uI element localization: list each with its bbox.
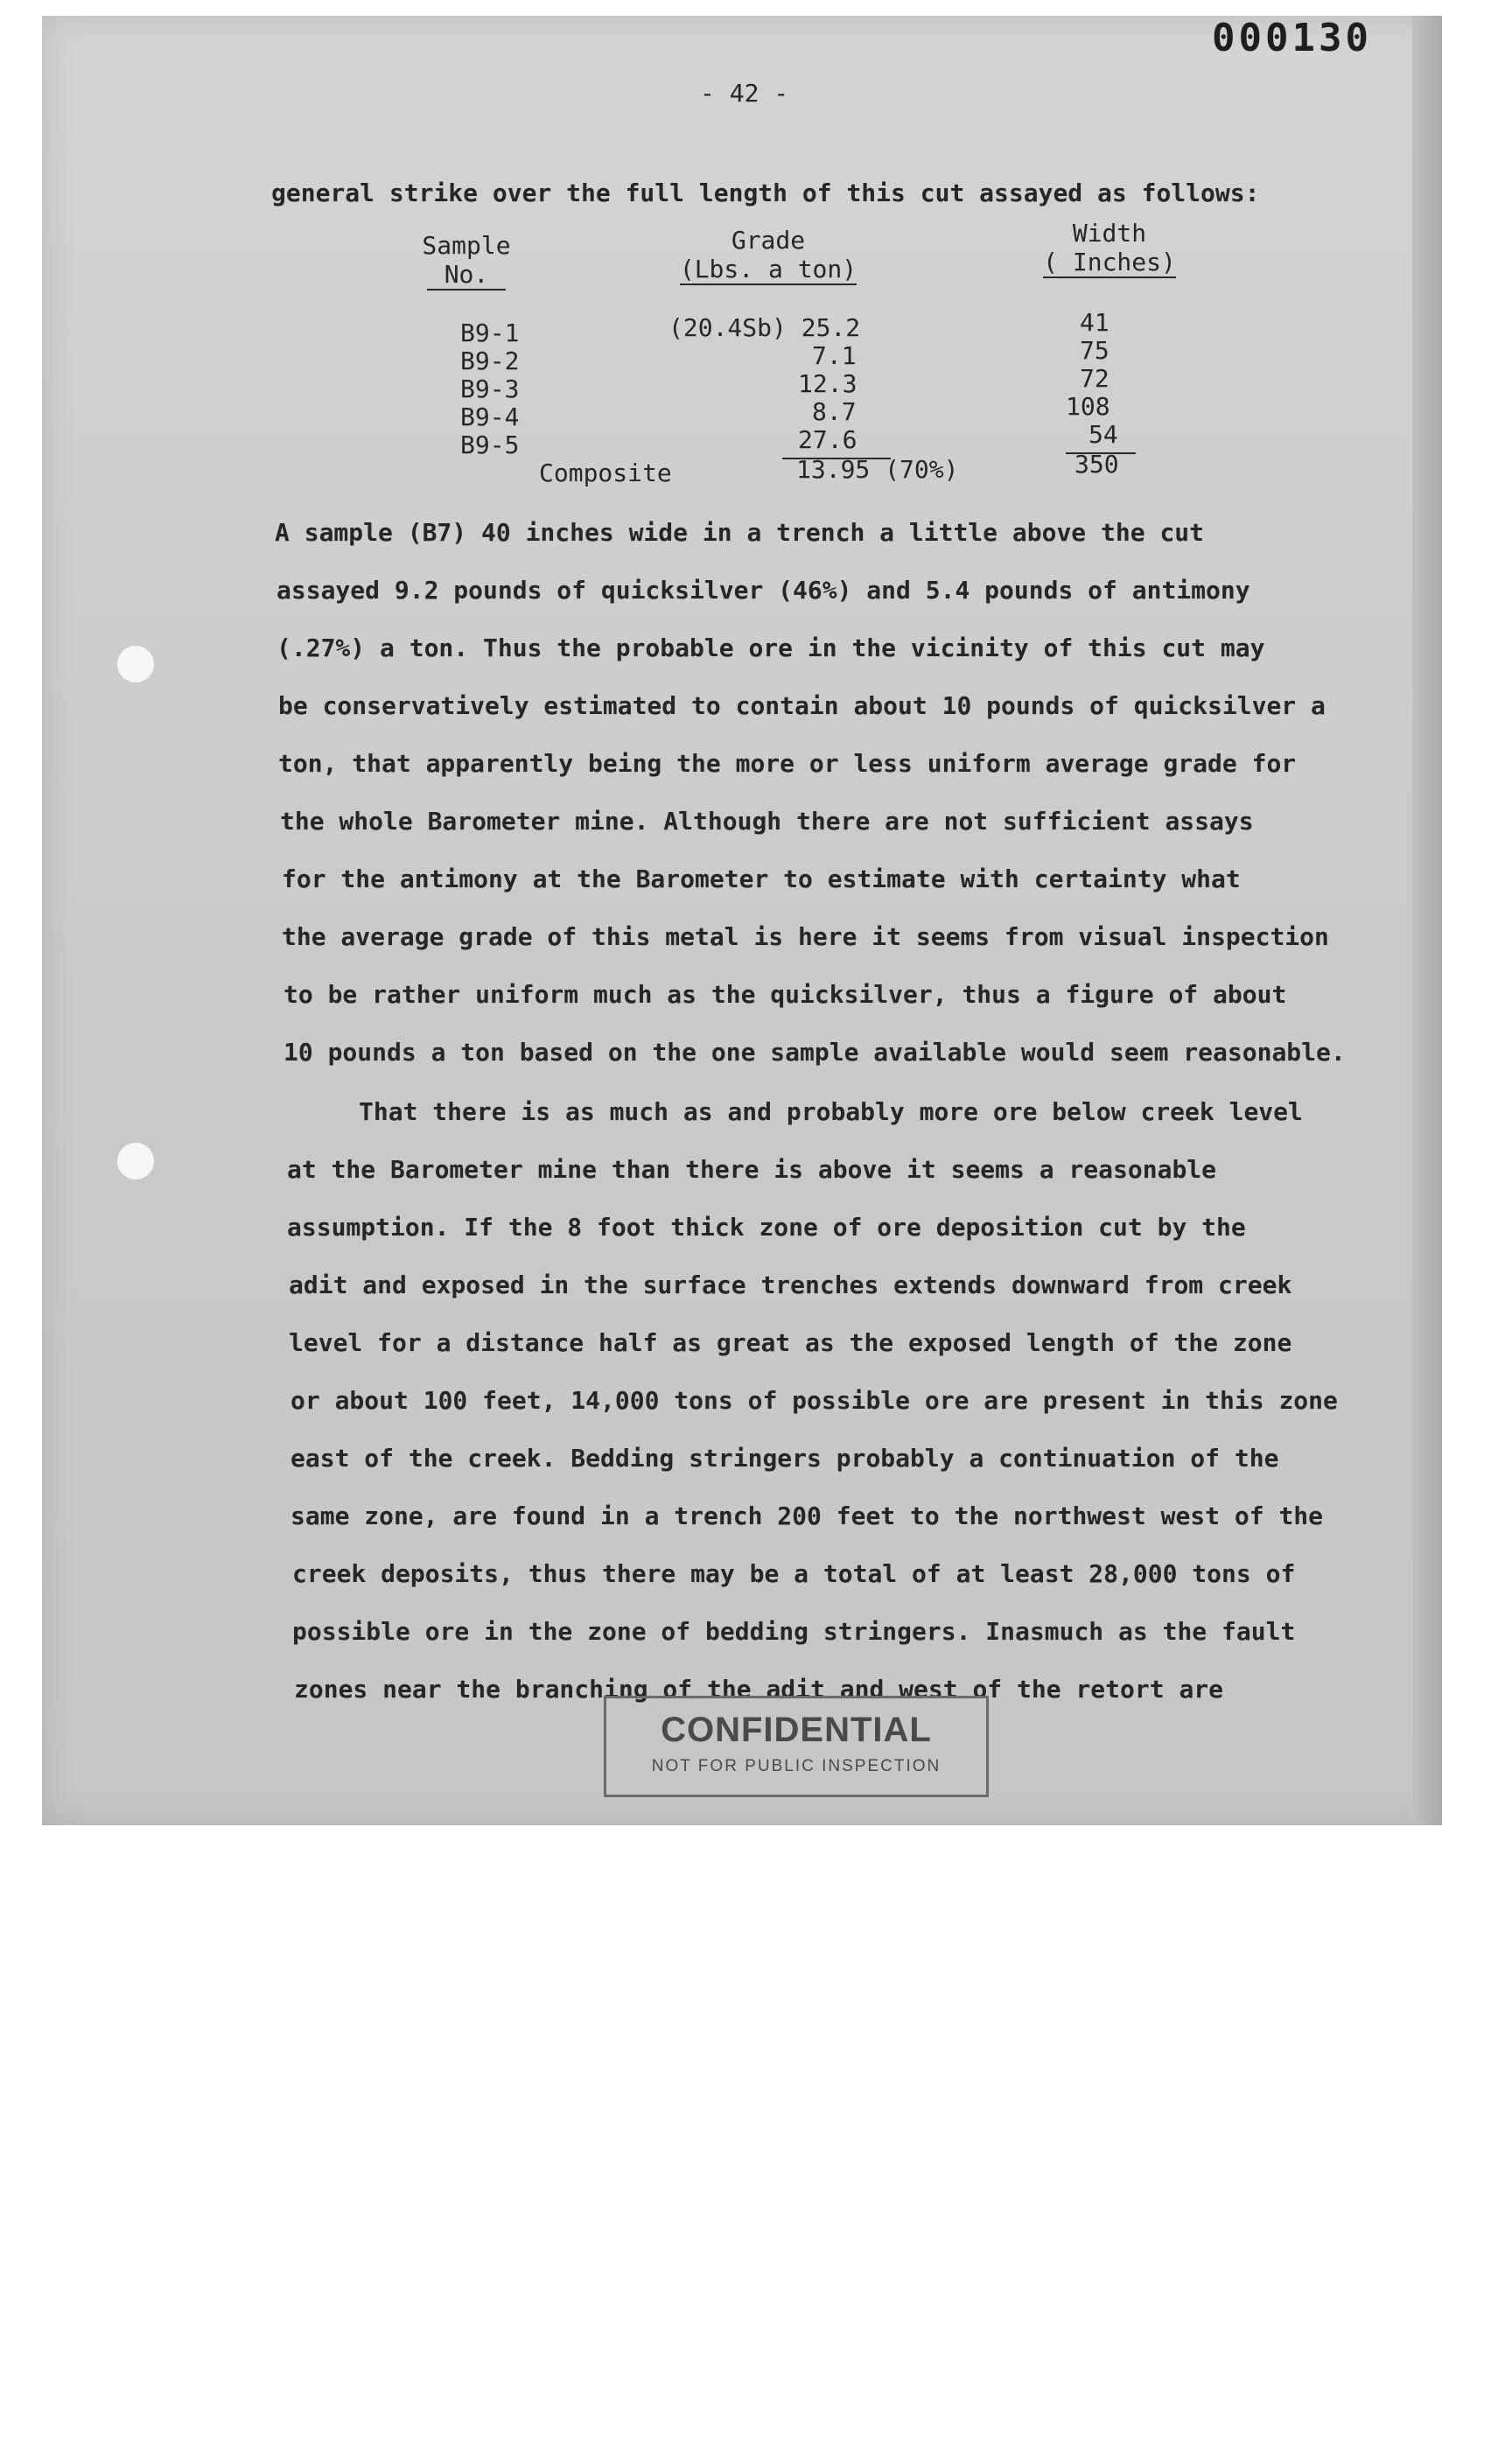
punch-hole-bottom bbox=[117, 1143, 154, 1180]
punch-hole-top bbox=[117, 646, 154, 682]
confidential-stamp: CONFIDENTIAL NOT FOR PUBLIC INSPECTION bbox=[604, 1696, 989, 1797]
document-number: 000130 bbox=[1212, 16, 1372, 60]
header-grade: Grade (Lbs. a ton) bbox=[679, 226, 858, 284]
page-edge-shadow bbox=[1412, 16, 1442, 1825]
document-page: 000130 - 42 - general strike over the full length of this cut assayed as follows: Sample No. Grade (Lbs. a ton) Width ( Inches) B9-1 (20.4Sb) 25.2 41 B9-2 7.1 75 B9-3 12.3 72 B9-4 8.7 108 B9-5 27.6 54 Composite 13.95 (70%) 350 A sample (B7) 40 inches wide in a trench a little above the cut assayed 9.2 pounds of quicksilver (46%) and 5.4 pounds of antimony (.27%) a ton. Thus the probable ore in the vicinity of this cut may be conservatively estimated to contain about 10 pounds of quicksilver a ton, that apparently being the more or less uniform average grade for the whole Barometer mine. Although there are not sufficient assays for the antimony at the Barometer to estimate with certainty what the average grade of this metal is here it seems from visual inspection to be rather uniform much as the quicksilver, thus a figure of about 10 pounds a ton based on the one sample available would seem reasonable. That there is as much as and probably more ore below creek level at the Barometer mine than there is above it seems a reasonable assumption. If the 8 foot thick zone of ore deposition cut by the adit and exposed in the surface trenches extends downward from creek level for a distance half as great as the exposed length of the zone or about 100 feet, 14,000 tons of possible ore are present in this zone east of the creek. Bedding stringers probably a continuation of the same zone, are found in a trench 200 feet to the northwest west of the creek deposits, thus there may be a total of at least 28,000 tons of possible ore in the zone of bedding stringers. Inasmuch as the fault zones near the branching of the adit and west of the retort are bbox=[42, 16, 1442, 1825]
page-number: - 42 - bbox=[700, 79, 789, 108]
intro-line: general strike over the full length of this cut assayed as follows: bbox=[271, 178, 1260, 207]
header-width: Width ( Inches) bbox=[1043, 219, 1176, 276]
header-sample: Sample No. bbox=[422, 231, 511, 289]
